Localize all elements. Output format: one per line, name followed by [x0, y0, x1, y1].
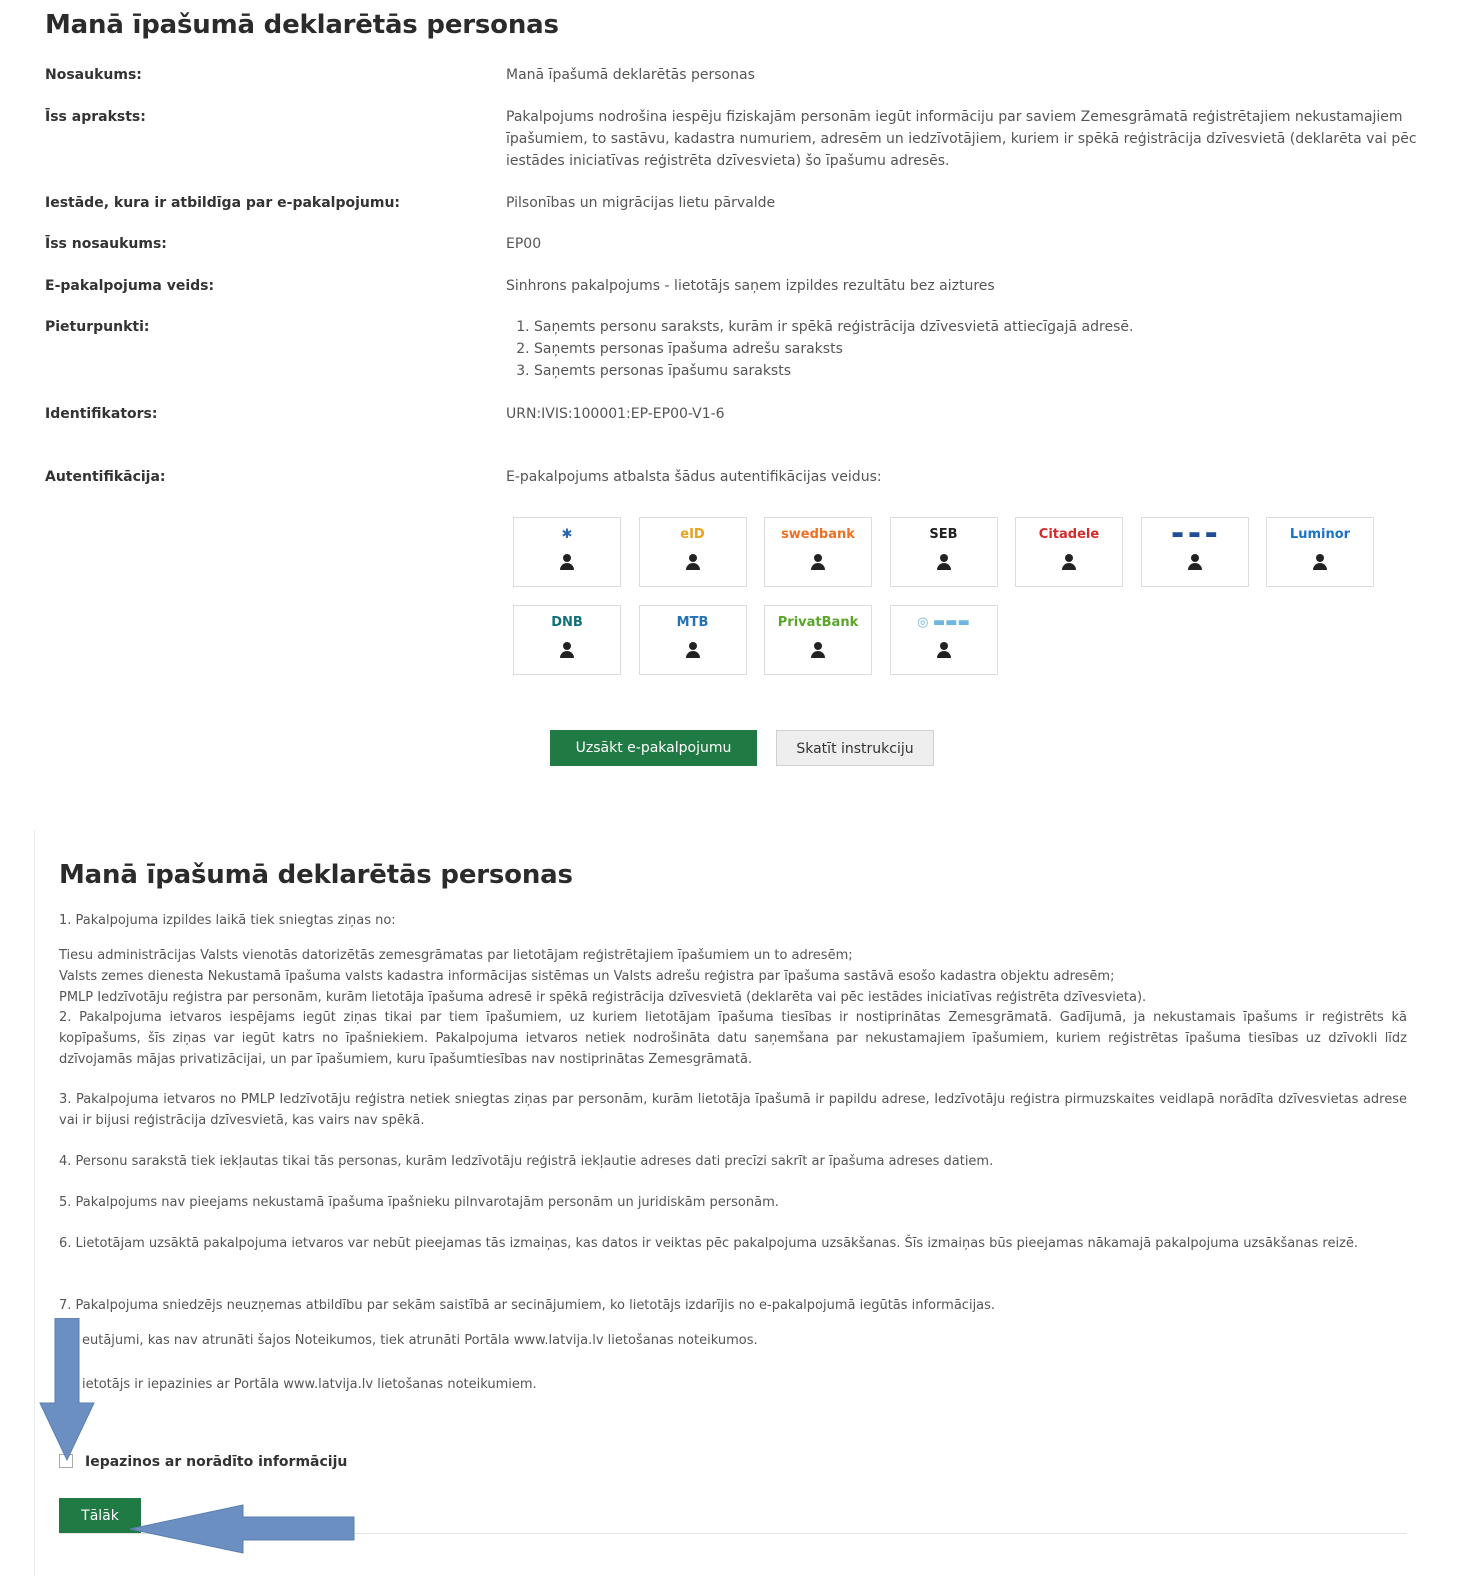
- checkpoint-item: 3. Saņemts personas īpašumu saraksts: [534, 360, 1426, 382]
- arrow-down-icon: [38, 1318, 98, 1463]
- person-icon: [686, 554, 700, 570]
- person-icon: [1313, 554, 1327, 570]
- row-value: URN:IVIS:100001:EP-EP00-V1-6: [506, 406, 725, 422]
- view-instructions-button[interactable]: Skatīt instrukciju: [776, 730, 934, 766]
- person-icon: [1062, 554, 1076, 570]
- checkpoint-item: 1. Saņemts personu saraksts, kurām ir spēkā reģistrācija dzīvesvietā attiecīgajā adresē.: [534, 316, 1426, 338]
- auth-logo: PrivatBank: [777, 615, 859, 630]
- terms-paragraph: 6. Lietotājam uzsāktā pakalpojuma ietvaros var nebūt pieejamas tās izmaiņas, kas datos ir veiktas pēc pakalpojuma uzsākšanas. Šīs izmaiņas būs pieejamas nākamajā pakalpojuma uzsākšanas reizē.: [59, 1236, 1359, 1251]
- agree-checkbox-row[interactable]: [59, 1454, 347, 1470]
- auth-logo: MTB: [676, 615, 709, 630]
- auth-logo: Citadele: [1038, 527, 1100, 542]
- auth-tile-dnb[interactable]: [513, 605, 621, 675]
- person-icon: [937, 642, 951, 658]
- row-value: E-pakalpojums atbalsta šādus autentifikācijas veidus:: [506, 469, 882, 485]
- auth-logo: ✱: [561, 527, 573, 542]
- terms-title: Manā īpašumā deklarētās personas: [59, 860, 573, 890]
- person-icon: [811, 554, 825, 570]
- terms-paragraph: Valsts zemes dienesta Nekustamā īpašuma valsts kadastra informācijas sistēmas un Valsts adrešu reģistra par īpašuma sastāvā esošo kadastra objektu adresēm;: [59, 969, 1115, 984]
- page-title: Manā īpašumā deklarētās personas: [45, 10, 559, 40]
- person-icon: [1188, 554, 1202, 570]
- auth-tile-eid[interactable]: [639, 517, 747, 587]
- terms-paragraph: 3. Pakalpojuma ietvaros no PMLP Iedzīvotāju reģistra netiek sniegtas ziņas par personām, kurām lietotāja īpašumā ir papildu adrese, Iedzīvotāju reģistra pirmuzskaites veidlapā norādīta dzīvesvietas adrese vai ir bijusi reģistrācija dzīvesvietā, kas vairs nav spēkā.: [59, 1092, 1407, 1128]
- row-value: Pakalpojums nodrošina iespēju fiziskajām personām iegūt informāciju par saviem Zemesgrāmatā reģistrētajiem nekustamajiem īpašumiem, to sastāvu, kadastra numuriem, adresēm un iedzīvotājiem, kuriem ir spēkā reģistrācija dzīvesvietā (deklarēta vai pēc iestādes iniciatīvas reģistrēta dzīvesvieta) šo īpašumu adresēs.: [506, 109, 1417, 169]
- row-label: Pieturpunkti:: [45, 319, 150, 335]
- row-value: Pilsonības un migrācijas lietu pārvalde: [506, 195, 776, 211]
- terms-paragraph: Tiesu administrācijas Valsts vienotās datorizētās zemesgrāmatas par lietotājam reģistrētajiem īpašumiem un to adresēm;: [59, 948, 853, 963]
- row-value: Manā īpašumā deklarētās personas: [506, 67, 755, 83]
- auth-logo: ▬ ▬ ▬: [1171, 527, 1218, 542]
- terms-paragraph: 5. Pakalpojums nav pieejams nekustamā īpašuma īpašnieku pilnvarotajām personām un juridiskām personām.: [59, 1195, 779, 1210]
- row-label: Autentifikācija:: [45, 469, 166, 485]
- terms-section: [34, 830, 1435, 1576]
- person-icon: [560, 642, 574, 658]
- row-label: E-pakalpojuma veids:: [45, 278, 215, 294]
- auth-tile-bank11[interactable]: [890, 605, 998, 675]
- auth-logo: swedbank: [781, 527, 855, 542]
- auth-logo: eID: [680, 527, 705, 542]
- row-label: Iestāde, kura ir atbildīga par e-pakalpojumu:: [45, 195, 401, 211]
- terms-paragraph: 7. Pakalpojuma sniedzējs neuzņemas atbildību par sekām saistībā ar secinājumiem, ko lietotājs izdarījis no e-pakalpojumā iegūtās informācijas.: [59, 1298, 996, 1313]
- auth-tile-citadele[interactable]: [1015, 517, 1123, 587]
- terms-paragraph: 4. Personu sarakstā tiek iekļautas tikai tās personas, kurām Iedzīvotāju reģistrā iekļautie adreses dati precīzi sakrīt ar īpašuma adreses datiem.: [59, 1154, 994, 1169]
- person-icon: [560, 554, 574, 570]
- next-button[interactable]: Tālāk: [59, 1498, 141, 1534]
- person-icon: [686, 642, 700, 658]
- row-value: Sinhrons pakalpojums - lietotājs saņem izpildes rezultātu bez aiztures: [506, 278, 995, 294]
- row-label: Īss nosaukums:: [45, 236, 167, 252]
- terms-paragraph: eutājumi, kas nav atrunāti šajos Noteikumos, tiek atrunāti Portāla www.latvija.lv lietošanas noteikumos.: [82, 1333, 758, 1348]
- checkpoint-item: 2. Saņemts personas īpašuma adrešu saraksts: [534, 338, 1426, 360]
- row-label: Nosaukums:: [45, 67, 142, 83]
- auth-tile-latvija[interactable]: [513, 517, 621, 587]
- terms-paragraph: 1. Pakalpojuma izpildes laikā tiek sniegtas ziņas no:: [59, 913, 396, 928]
- auth-tile-bank6[interactable]: [1141, 517, 1249, 587]
- auth-tile-seb[interactable]: [890, 517, 998, 587]
- start-service-button[interactable]: Uzsākt e-pakalpojumu: [550, 730, 757, 766]
- auth-tile-luminor[interactable]: [1266, 517, 1374, 587]
- auth-logo: ◎ ▬▬▬: [917, 615, 970, 630]
- checkpoint-list: [506, 316, 1426, 382]
- row-label: Īss apraksts:: [45, 109, 146, 125]
- terms-paragraph: ietotājs ir iepazinies ar Portāla www.latvija.lv lietošanas noteikumiem.: [82, 1377, 537, 1392]
- auth-tile-privatbank[interactable]: [764, 605, 872, 675]
- auth-logo: DNB: [551, 615, 583, 630]
- terms-paragraph: PMLP Iedzīvotāju reģistra par personām, kurām lietotāja īpašuma adresē ir spēkā reģistrācija dzīvesvietā (deklarēta vai pēc iestādes iniciatīvas reģistrēta dzīvesvieta).: [59, 990, 1147, 1005]
- auth-tile-swedbank[interactable]: [764, 517, 872, 587]
- auth-logo: Luminor: [1289, 527, 1351, 542]
- agree-checkbox-label: Iepazinos ar norādīto informāciju: [85, 1454, 348, 1470]
- person-icon: [811, 642, 825, 658]
- terms-paragraph: 2. Pakalpojuma ietvaros iespējams iegūt ziņas tikai par tiem īpašumiem, uz kuriem lietotājam īpašuma tiesības ir nostiprinātas Zemesgrāmatā. Gadījumā, ja nekustamais īpašums ir reģistrēts kā kopīpašums, šīs ziņas var iegūt katrs no īpašniekiem. Pakalpojuma ietvaros netiek nodrošināta datu saņemšana par nekustamajiem īpašumiem, kuriem reģistrētas īpašuma tiesības uz dzīvokli līdz dzīvojamās mājas privatizācijai, un par īpašumiem, kuru īpašumtiesības nav nostiprinātas Zemesgrāmatā.: [59, 1010, 1407, 1067]
- row-value: EP00: [506, 236, 542, 252]
- row-value: [506, 316, 1426, 382]
- arrow-left-icon: [128, 1503, 358, 1555]
- person-icon: [937, 554, 951, 570]
- auth-logo: SEB: [929, 527, 958, 542]
- row-label: Identifikators:: [45, 406, 158, 422]
- auth-tile-mtb[interactable]: [639, 605, 747, 675]
